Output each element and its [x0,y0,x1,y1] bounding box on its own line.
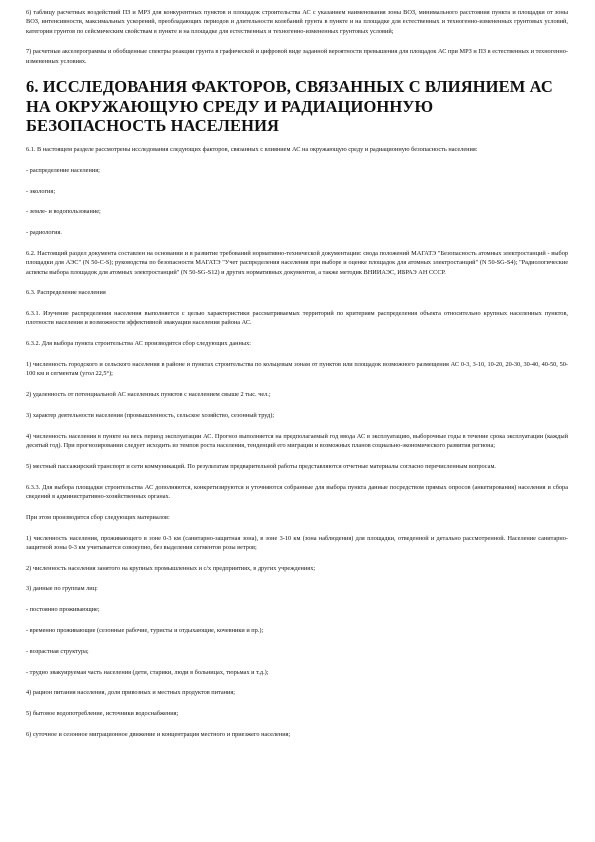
text-paragraph: При этом производится сбор следующих материалов: [26,513,170,521]
text-paragraph: 6.3.2. Для выбора пункта строительства АС производится сбор следующих данных: [26,340,251,348]
text-paragraph: 6) таблицу расчетных воздействий ПЗ и МРЗ для конкурентных пунктов и площадок строительства АС с указанием наименования зоны ВОЗ, минимального расстояния пункта и площадки от зоны ВОЗ, интенсивности, максимальных ускорений, преобладающих периодов и длительности колебаний грунта в пункте и на площадке для естественных и техногенно-измененных грунтовых условий, категории грунтов по сейсмическим свойствам в пункте и на площадке для естественных и техногенно-измененных грунтовых условий; [26,9,568,35]
list-item: - распределение населения; [26,166,100,174]
list-item: 1) численность городского и сельского населения в районе и пунктах строительства по кольцевым зонам от пунктов или площадок возможного размещения АС 0-3, 3-10, 10-20, 20-30, 30-40, 40-50, 50-100 км и сегментам (угол 22,5°); [26,361,568,378]
list-item: 2) численность населения занятого на крупных промышленных и с/х предприятиях, в других учреждениях; [26,564,316,572]
document-page [26,8,568,749]
list-item: 5) местный пассажирский транспорт и сети коммуникаций. По результатам предварительной работы представляются отчетные материалы согласно перечисленным вопросам. [26,462,497,470]
list-item: 5) бытовое водопотребление, источники водоснабжения; [26,710,179,718]
list-item: - возрастная структура; [26,647,89,655]
list-item: - трудно эвакуируемая часть населения (дети, старики, люди в больницах, тюрьмах и т.д.); [26,668,269,676]
list-item: 4) рацион питания населения, доля привозных и местных продуктов питания; [26,689,236,697]
text-paragraph: 6.2. Настоящий раздел документа составлен на основании и в развитие требований нормативно-технической документации: свода положений МАГАТЭ "Безопасность атомных электростанций - выбор площадки для АЭС" (N 50-C-S); руководства по безопасности МАГАТЭ "Учет распределения населения при выборе и оценке площадок для атомных электростанций" (N 50-SG-S4); "Радиологические аспекты выбора площадок для атомных электростанций" (N 50-SG-S12) и других нормативных документов, а также методик ВНИИАЭС, ИБРАЭ АН СССР. [26,249,568,276]
list-item: 1) численность населения, проживающего в зоне 0-3 км (санитарно-защитная зона), в зоне 3-10 км (зона наблюдения) для площадки, отведенной и детально рассмотренной. Население санитарно-защитной зоны 0-3 км учитывается совокупно, без выделения сегментов розы ветров; [26,534,568,551]
list-item: 6) суточное и сезонное миграционное движение и концентрация местного и приезжего населения; [26,730,291,738]
list-item: - постоянно проживающие; [26,606,100,614]
list-item: - земле- и водопользование; [26,208,101,216]
list-item: - радиология. [26,229,62,237]
text-paragraph: 6.3.1. Изучение распределения населения выполняется с целью характеристики рассматриваемых территорий по критериям распределения объекта относительно крупных населенных пунктов, плотности населения и возможности эффективной эвакуации населения района АС. [26,310,568,327]
list-item: - экология; [26,187,56,195]
section-title: 6. ИССЛЕДОВАНИЯ ФАКТОРОВ, СВЯЗАННЫХ С ВЛИЯНИЕМ АС НА ОКРУЖАЮЩУЮ СРЕДУ И РАДИАЦИОННУЮ БЕЗОПАСНОСТЬ НАСЕЛЕНИЯ [26,77,553,136]
text-paragraph: 7) расчетные акселерограммы и обобщенные спектры реакции грунта в графической и цифровой виде заданной вероятности превышения для площадок АС при МРЗ и ПЗ в естественных и техногенно-измененных условиях. [26,48,568,65]
subsection-heading: 6.3. Распределение населения [26,289,106,297]
text-paragraph: 6.3.3. Для выбора площадки строительства АС дополняются, конкретизируются и уточняются собранные для выбора пункта данные посредством прямых опросов (анкетирования) населения и сбора сведений в административно-хозяйственных органах. [26,483,568,500]
list-item: 2) удаленность от потенциальной АС населенных пунктов с населением свыше 2 тыс. чел.; [26,391,271,399]
list-item: 3) характер деятельности населения (промышленность, сельское хозяйство, сезонный труд); [26,411,275,419]
list-item: 4) численность населения в пункте на весь период эксплуатации АС. Прогноз выполняется на предполагаемый год ввода АС в эксплуатацию, выборочные годы в течение срока эксплуатации (каждый десятый год). При прогнозировании следует исходить из темпов роста населения, тенденций его миграции и возможных планов социально-экономического развития региона; [26,432,568,450]
text-paragraph: 6.1. В настоящем разделе рассмотрены исследования следующих факторов, связанных с влиянием АС на окружающую среду и радиационную безопасность населения: [26,145,478,153]
list-item: 3) данные по группам лиц: [26,585,98,593]
list-item: - временно проживающие (сезонные рабочие, туристы и отдыхающие, кочевники и пр.); [26,627,264,634]
